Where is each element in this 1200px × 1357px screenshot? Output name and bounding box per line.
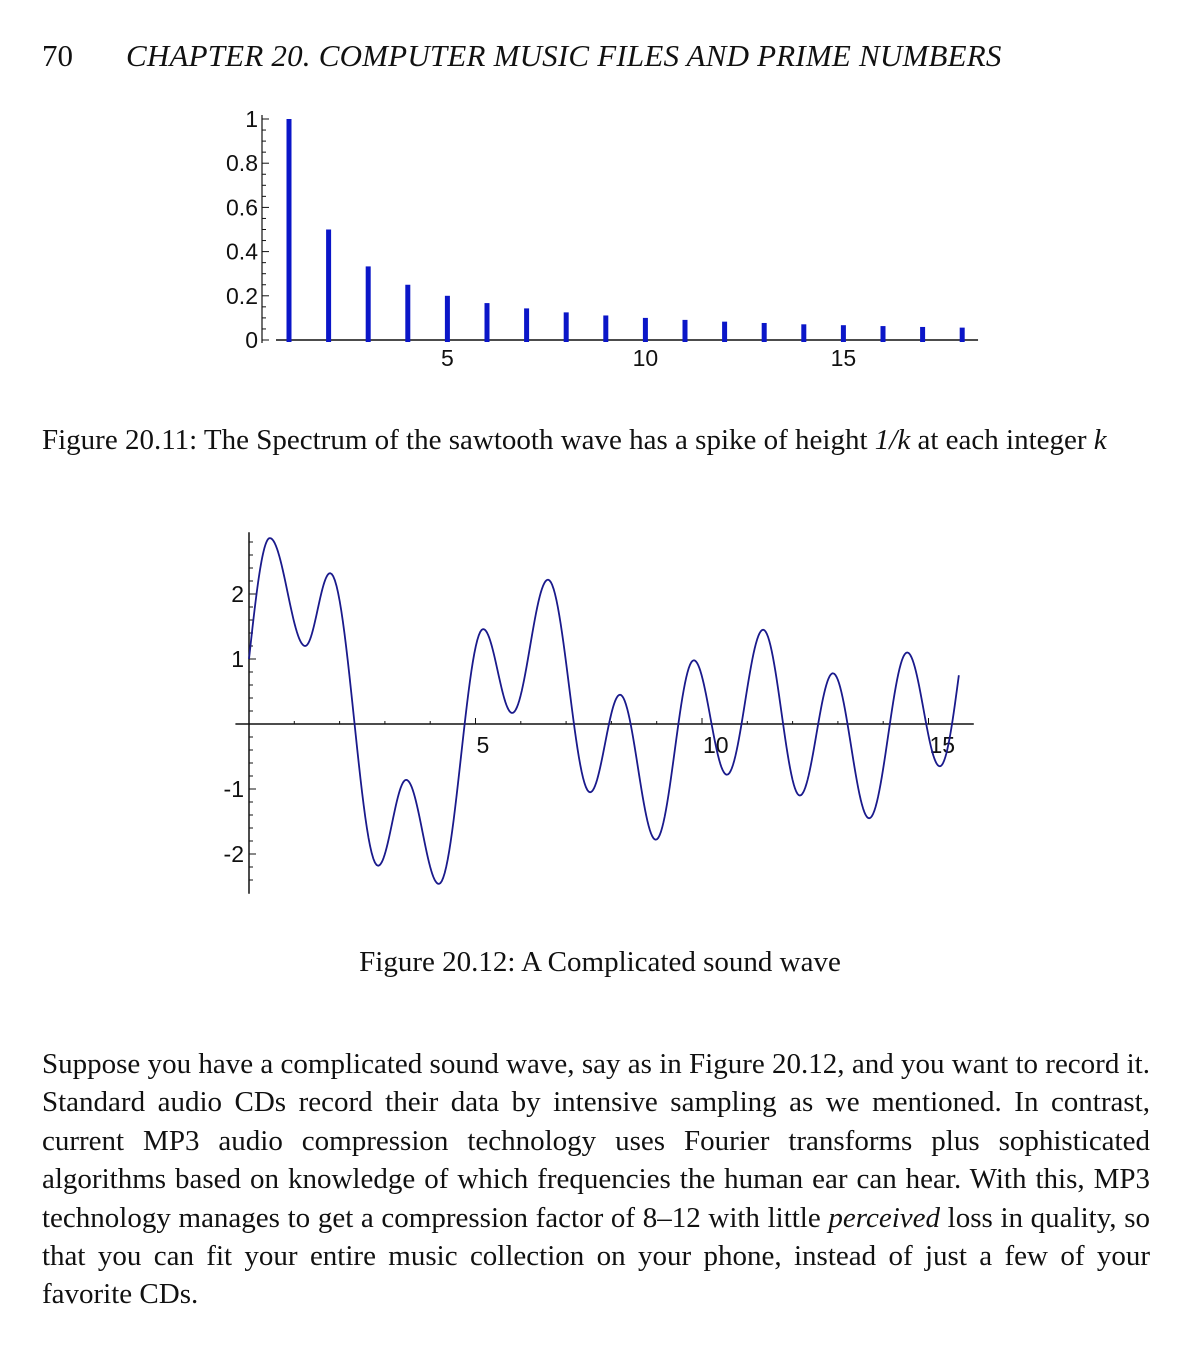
spike-k11 xyxy=(683,320,688,342)
y-tick-label: 0 xyxy=(245,327,258,353)
spike-k6 xyxy=(485,303,490,342)
spike-k16 xyxy=(881,326,886,342)
spike-k1 xyxy=(287,119,292,342)
chapter-title: CHAPTER 20. COMPUTER MUSIC FILES AND PRIME NUMBERS xyxy=(126,38,1002,73)
y-tick-label: 1 xyxy=(245,106,258,132)
y-tick-label: 0.4 xyxy=(226,238,258,265)
wave-line xyxy=(249,538,959,884)
spike-k9 xyxy=(603,315,608,342)
caption-math: 1/k xyxy=(874,424,911,456)
x-tick-label: 5 xyxy=(476,732,490,758)
running-head xyxy=(42,38,1152,82)
page-number: 70 xyxy=(42,38,73,73)
spike-k2 xyxy=(326,230,331,343)
spectrum-chart xyxy=(0,100,1200,400)
spike-k14 xyxy=(801,324,806,342)
paragraph-text: loss in quality, so that you can fit your entire music collection on your phone, instead of just a few of your favorite CDs. xyxy=(42,1201,1150,1311)
caption-text: Figure 20.11: The Spectrum of the sawtooth wave has a spike of height xyxy=(42,424,875,456)
spike-k18 xyxy=(960,328,965,342)
spike-k10 xyxy=(643,318,648,342)
spike-k3 xyxy=(366,266,371,342)
x-tick-label: 15 xyxy=(830,345,857,371)
figure-caption-20-11 xyxy=(42,421,1152,459)
y-tick-label: 1 xyxy=(231,646,244,672)
y-tick-label: -1 xyxy=(223,776,244,802)
sound-wave-chart xyxy=(0,520,1200,910)
spike-k5 xyxy=(445,296,450,342)
caption-text: at each integer xyxy=(910,424,1094,456)
caption-math: k xyxy=(1093,424,1107,456)
paragraph-text: Suppose you have a complicated sound wave, say as in Figure 20.12, and you want to record it. Standard audio CDs record their data by intensive sampling as we mentioned. In contrast, current MP3 audio compression technology uses Fourier transforms plus sophisticated algorithms based on knowledge of which frequencies the human ear can hear. With this, MP3 technology manages to get a compression factor of 8–12 with little xyxy=(42,1048,1150,1234)
y-tick-label: 0.6 xyxy=(226,194,258,221)
x-tick-label: 10 xyxy=(703,732,729,758)
body-paragraph xyxy=(42,1045,1150,1314)
y-tick-label: 2 xyxy=(231,581,244,607)
spike-k8 xyxy=(564,312,569,342)
spike-k17 xyxy=(920,327,925,342)
spike-k13 xyxy=(762,323,767,342)
spike-k7 xyxy=(524,308,529,342)
spike-k4 xyxy=(405,285,410,342)
y-tick-label: 0.2 xyxy=(226,282,258,309)
spike-k12 xyxy=(722,322,727,342)
x-tick-label: 10 xyxy=(632,345,659,371)
y-tick-label: -2 xyxy=(223,841,244,867)
x-tick-label: 5 xyxy=(441,345,454,371)
paragraph-emphasis: perceived xyxy=(828,1201,941,1234)
spike-k15 xyxy=(841,325,846,342)
figure-caption-20-12: Figure 20.12: A Complicated sound wave xyxy=(359,946,841,978)
y-tick-label: 0.8 xyxy=(226,150,258,177)
x-tick-label: 15 xyxy=(929,732,956,758)
